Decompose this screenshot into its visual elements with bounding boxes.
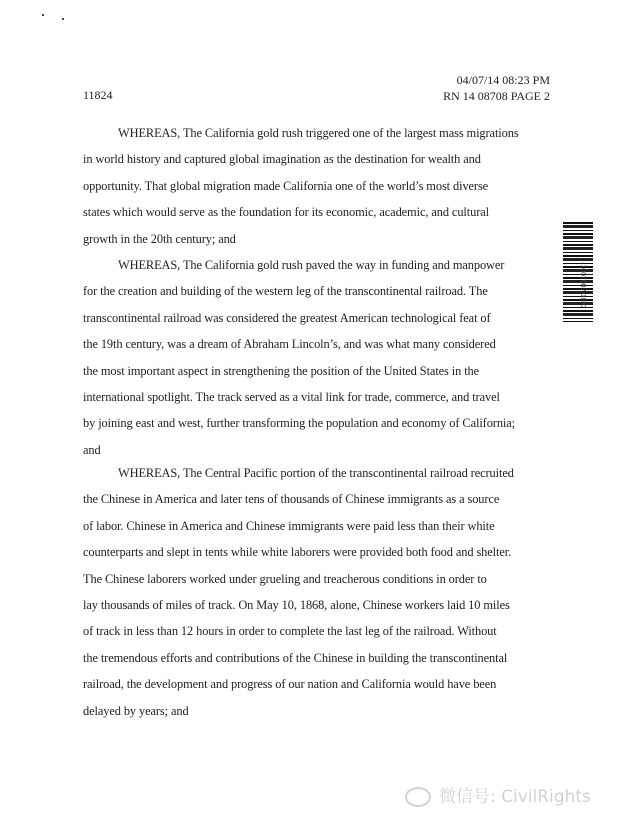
text-line: railroad, the development and progress of our nation and California would have been (83, 677, 497, 692)
text-line: international spotlight. The track served as a vital link for trade, commerce, and travel (83, 389, 500, 404)
text-line: WHEREAS, The California gold rush triggered one of the largest mass migrations (118, 126, 519, 140)
text-line: the Chinese in America and later tens of thousands of Chinese immigrants as a source (83, 492, 500, 507)
header-datetime: 04/07/14 08:23 PM (456, 73, 550, 87)
text-line: delayed by years; and (83, 703, 189, 718)
text-line: WHEREAS, The Central Pacific portion of the transcontinental railroad recruited (118, 466, 514, 480)
text-line: WHEREAS, The California gold rush paved the way in funding and manpower (118, 258, 505, 272)
text-line: opportunity. That global migration made California one of the world’s most diverse (83, 178, 489, 193)
text-line: the tremendous efforts and contributions of the Chinese in building the transcontinental (83, 650, 508, 665)
watermark (405, 782, 591, 807)
text-line: the most important aspect in strengthening the position of the United States in the (83, 363, 480, 378)
paragraph-chinese-laborers (83, 460, 563, 724)
scan-speck (62, 18, 64, 20)
barcode-number: -1007087-1EC (579, 262, 586, 308)
text-line: the 19th century, was a dream of Abraham Lincoln’s, and was what many considered (83, 337, 496, 352)
text-line: The Chinese laborers worked under grueling and treacherous conditions in order to (83, 571, 487, 586)
text-line: in world history and captured global imagination as the destination for wealth and (83, 152, 481, 167)
text-line: of labor. Chinese in America and Chinese immigrants were paid less than their white (83, 518, 495, 533)
barcode (563, 222, 593, 322)
watermark-text: 微信号: CivilRights (439, 787, 591, 807)
text-line: growth in the 20th century; and (83, 231, 236, 246)
text-line: states which would serve as the foundation for its economic, academic, and cultural (83, 205, 489, 220)
document-number: 11824 (83, 88, 113, 102)
header-reference-page: RN 14 08708 PAGE 2 (443, 89, 550, 103)
scan-speck (42, 14, 44, 16)
text-line: for the creation and building of the western leg of the transcontinental railroad. The (83, 284, 488, 299)
text-line: of track in less than 12 hours in order to complete the last leg of the railroad. Without (83, 624, 497, 639)
text-line: counterparts and slept in tents while white laborers were provided both food and shelter. (83, 545, 512, 560)
text-line: transcontinental railroad was considered the greatest American technological feat of (83, 310, 491, 325)
header-right (443, 72, 550, 104)
paragraph-gold-rush-migration (83, 120, 563, 252)
text-line: lay thousands of miles of track. On May 10, 1868, alone, Chinese workers laid 10 miles (83, 597, 510, 612)
text-line: and (83, 442, 101, 457)
wechat-icon (405, 787, 431, 807)
paragraph-railroad-funding (83, 252, 563, 463)
text-line: by joining east and west, further transforming the population and economy of California; (83, 416, 515, 431)
